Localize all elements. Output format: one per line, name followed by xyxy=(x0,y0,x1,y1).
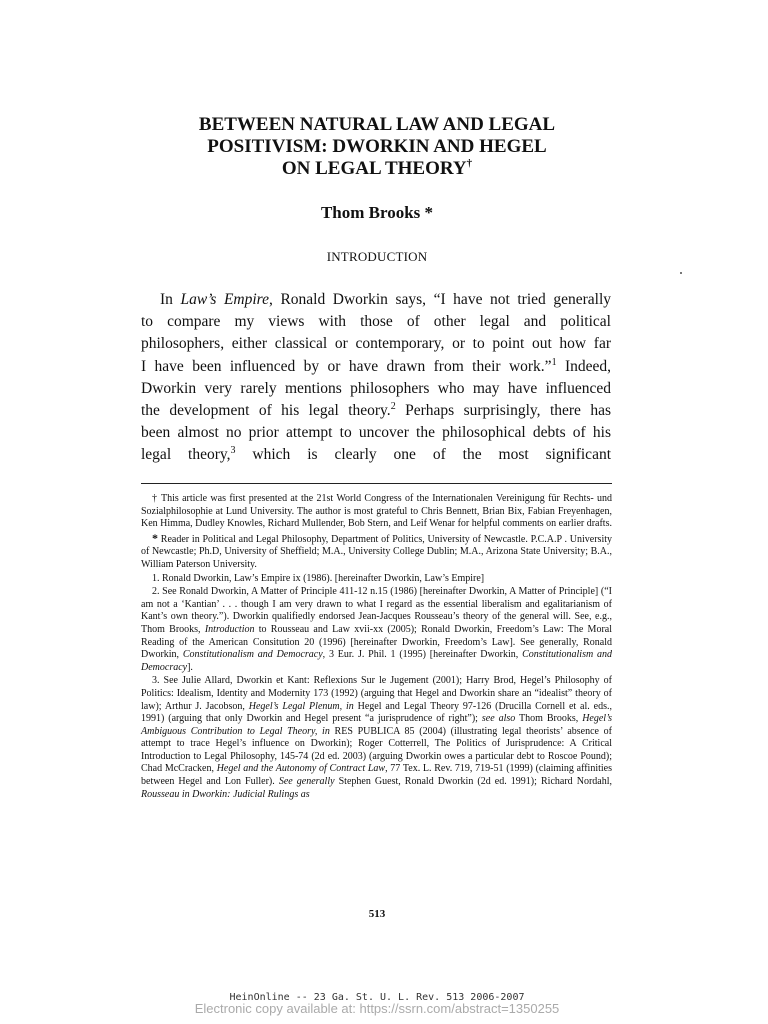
body-line xyxy=(141,289,611,311)
footnote-2 xyxy=(141,586,612,674)
footnote-text: , 77 Tex. L. Rev. 719, 719-51 (1999) (claiming affinities between Hegel and Lon Fuller). xyxy=(141,763,612,788)
title-line-2: POSITIVISM: DWORKIN AND HEGEL xyxy=(207,136,547,157)
footnote-text: Hegel and Legal Theory 97-126 (Drucilla Cornell et al. eds., 1991) (arguing that only Dworkin and Hegel present “a jurisprudence of right”); xyxy=(141,700,612,725)
footnote-text: ]. xyxy=(187,661,193,673)
footnote-text: Thom Brooks, xyxy=(515,713,583,725)
footnote-italic: Constitutionalism and Democracy xyxy=(182,649,323,661)
footnote-3 xyxy=(141,675,612,801)
footnote-italic: Rousseau in Dworkin: Judicial Rulings as xyxy=(141,788,310,800)
body-line: been almost no prior attempt to uncover the philosophical debts of his xyxy=(141,424,611,442)
body-text: In xyxy=(160,291,181,308)
footnote-text: Reader in Political and Legal Philosophy, Department of Politics, University of Newcastle. P.C.A.P . University of Newcastle; Ph.D, University of Sheffield; M.A., University College Dublin; M.A., Arizona State University; B.A., William Paterson University. xyxy=(141,533,612,570)
body-line xyxy=(141,444,611,466)
body-text: I have been influenced by or have drawn from their work.” xyxy=(141,357,552,375)
footnote-text: 2. See Ronald Dworkin, A Matter of Principle 411-12 n.15 (1986) [hereinafter Dworkin, A Matter of Principle] (“I am not a ‘Kantian’ . . . though I am very drawn to what I regard as the essential liberalism and egalitarianism of Kant’s own theory.”). Dworkin qualifiedly endorsed Jean-Jacques Rousseau’s theory of the general will. See, e.g., Thom Brooks, xyxy=(141,586,612,635)
footnote-ref[interactable]: 2 xyxy=(390,400,396,412)
title-line-3 xyxy=(140,158,614,180)
footnote-italic: Constitutionalism and Democracy xyxy=(141,649,612,673)
footnote-text: Stephen Guest, Ronald Dworkin (2d ed. 1991); Richard Nordahl, xyxy=(334,776,612,788)
section-heading: INTRODUCTION xyxy=(326,249,428,264)
footnote-text: to Rousseau and Law xvii-xx (2005); Ronald Dworkin, Freedom’s Law: The Moral Reading of the American Consitution 20 (1996) [hereinafter Dworkin, Freedom’s Law]. See generally, Ronald Dworkin, xyxy=(141,623,612,661)
author-name: Thom Brooks * xyxy=(320,203,434,222)
body-text: Indeed, xyxy=(556,357,611,375)
footnote-italic: Introduction xyxy=(204,623,255,635)
footnote-text: 3. See Julie Allard, Dworkin et Kant: Reflexions Sur le Jugement (2001); Harry Brod, Hegel’s Philosophy of Politics: Idealism, Identity and Modernity 173 (1992) (arguing that Hegel and Dworkin share an “idealist” theory of law); Arthur J. Jacobson, xyxy=(141,675,612,712)
body-line: to compare my views with those of other legal and political xyxy=(141,313,611,331)
body-text: the development of his legal theory. xyxy=(141,402,391,420)
footnote-text: RES PUBLICA 85 (2004) (illustrating legal theorists’ absence of attempt to trace Hegel’s influence on Dworkin); Roger Cotterrell, The Politics of Jurisprudence: A Critical Introduction to Legal Philosophy, 145-74 (2d ed. 2003) (arguing Dworkin owes a particular debt to Roscoe Pound); Chad McCracken, xyxy=(141,725,612,775)
footnote-author xyxy=(141,532,612,572)
footnote-dagger: † This article was first presented at the 21st World Congress of the Internationalen Vereinigung für Rechts- und Sozialphilosophie at Lund University. The author is most grateful to Chris Bennett, Brian Bix, Fabian Freyenhagen, Ken Himma, Dudley Knowles, Richard Mullender, Bob Stern, and Leif Wenar for helpful comments on earlier drafts. xyxy=(141,493,612,530)
body-text: Perhaps surprisingly, there has xyxy=(395,402,611,420)
title-line-1: BETWEEN NATURAL LAW AND LEGAL xyxy=(198,114,556,135)
footnotes xyxy=(141,493,612,802)
ssrn-watermark[interactable]: Electronic copy available at: https://ssrn.com/abstract=1350255 xyxy=(194,1001,560,1016)
body-text: legal theory, xyxy=(141,446,231,464)
footnote-italic: Hegel’s Ambiguous Contribution to Legal Theory, in xyxy=(141,713,612,737)
body-line xyxy=(141,356,611,378)
asterisk-mark: * xyxy=(152,530,158,545)
article-title xyxy=(140,114,614,180)
footnote-1: 1. Ronald Dworkin, Law’s Empire ix (1986). [hereinafter Dworkin, Law’s Empire] xyxy=(152,572,485,584)
footnote-italic: see also xyxy=(481,713,516,725)
scan-speck xyxy=(680,272,682,274)
footnote-ref[interactable]: 3 xyxy=(230,445,236,457)
footnote-divider xyxy=(141,483,612,484)
footnote-italic: See generally xyxy=(278,776,335,788)
page-number: 513 xyxy=(368,908,386,920)
footnote-italic: Hegel’s Legal Plenum, in xyxy=(248,700,354,712)
body-text: which is clearly one of the most significant xyxy=(235,446,612,464)
body-line: philosophers, either classical or contemporary, or to point out how far xyxy=(141,335,611,353)
body-italic: Law’s Empire xyxy=(180,291,270,308)
footnote-italic: Hegel and the Autonomy of Contract Law xyxy=(216,763,386,775)
body-paragraph xyxy=(141,289,611,467)
footnote-ref[interactable]: 1 xyxy=(551,356,557,368)
heinonline-citation: HeinOnline -- 23 Ga. St. U. L. Rev. 513 2006-2007 xyxy=(229,992,525,1003)
title-dagger: † xyxy=(466,157,473,170)
footnote-text: , 3 Eur. J. Phil. 1 (1995) [hereinafter Dworkin, xyxy=(322,649,523,661)
body-text: , Ronald Dworkin says, “I have not tried generally xyxy=(269,291,612,308)
title-line-3-text: ON LEGAL THEORY xyxy=(281,158,467,179)
body-line: Dworkin very rarely mentions philosophers who may have influenced xyxy=(141,379,611,397)
body-line xyxy=(141,400,611,422)
